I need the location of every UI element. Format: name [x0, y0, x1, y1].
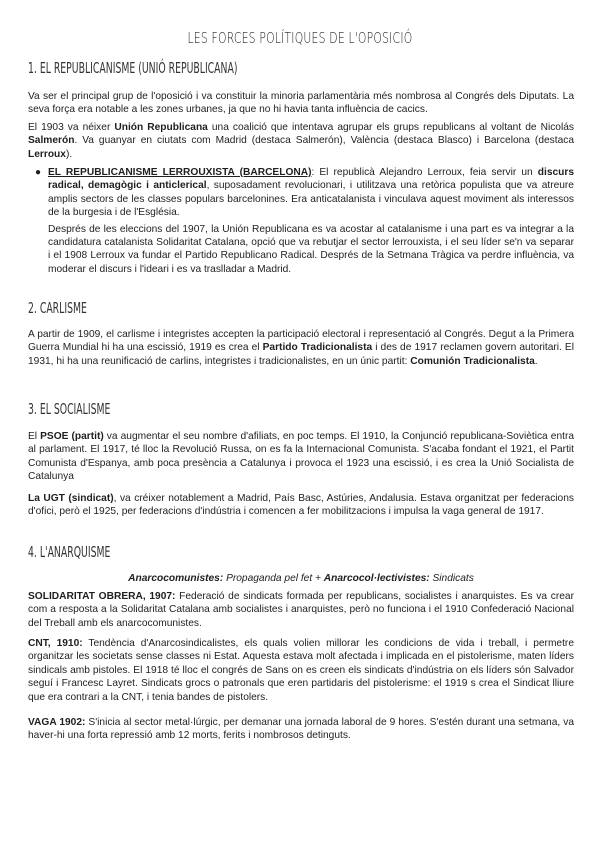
- bold-salmeron: Salmerón: [28, 135, 75, 147]
- bold-lerrouxisme-heading: EL REPUBLICANISME LERROUXISTA (BARCELONA): [48, 167, 312, 178]
- text-run: . Va guanyar en ciutats com Madrid (destaca Salmerón), València (destaca Blasco) i Barcelona (destaca: [74, 135, 574, 147]
- bold-lerroux: Lerroux: [28, 148, 66, 160]
- bold-discurs: discurs radical, demagògic i anticlerical: [48, 167, 575, 192]
- text-run: una coalició que intentava agrupar els grups republicans al voltant de Nicolás: [207, 122, 574, 133]
- paragraph-psoe: [28, 430, 574, 484]
- text-run: va augmentar el seu nombre d'afiliats, en poc temps. El 1910, la Conjunció republicana-Soviètica entra al parlament. El 1917, té lloc la Revolució Russa, on es fa la Internacional Comunista. S'acaba fondant el 1921, el Partit Comunista d'Espanya, amb poca presència a Catalunya i provoca el 1923 una escissió, i es crea la Unió Socialista de Catalunya: [28, 431, 575, 483]
- bold-anarcocollectivistes: Anarcocol·lectivistes:: [323, 573, 430, 584]
- section-heading-republicanisme: 1. EL REPUBLICANISME (UNIÓ REPUBLICANA): [28, 59, 238, 77]
- paragraph-solidaritat-obrera: [28, 590, 574, 630]
- bullet-dot-icon: ●: [35, 167, 42, 178]
- bold-ugt: La UGT (sindicat): [28, 493, 114, 504]
- paragraph-cnt: [28, 637, 574, 704]
- text-run: Sindicats: [429, 573, 474, 584]
- text-run: i des de 1917 reclamen govern autoritari. El 1931, hi ha una reunificació de carlins, integristes i tradicionalistes, en un únic partit:: [28, 342, 574, 367]
- paragraph-lerrouxisme: [48, 166, 574, 220]
- paragraph-carlisme: [28, 328, 574, 368]
- text-run: , suposadament revolucionari, i utilitzava una retòrica populista que va atreure amplis sectors de les classes populars barcelonines. Era anticatalanista i vinculava aquest moviment als interessos de la burgesia i de l'Església.: [48, 180, 574, 219]
- bold-vaga-1902: VAGA 1902:: [28, 717, 86, 728]
- page-title: LES FORCES POLÍTIQUES DE L'OPOSICIÓ: [187, 29, 413, 47]
- bold-union-republicana: Unión Republicana: [114, 122, 208, 133]
- text-run: A partir de 1909, el carlisme i integristes accepten la participació electoral i representació al Congrés. Degut a la Primera Guerra Mundial hi ha una escissió, 1919 es crea el: [28, 329, 574, 354]
- paragraph-republicanisme-intro: Va ser el principal grup de l'oposició i va constituir la minoria parlamentària més nombrosa al Congrés dels Diputats. La seva força era notable a les zones urbanes, ja que no hi havia tanta influència de cacics.: [28, 91, 574, 116]
- bold-psoe: PSOE (partit): [40, 431, 104, 442]
- text-run: Propaganda pel fet +: [223, 573, 324, 584]
- section-heading-socialisme: 3. EL SOCIALISME: [28, 400, 111, 418]
- text-run: , va créixer notablement a Madrid, País Basc, Astúries, Andalusia. Estava organitzat per federacions d'ofici, però el 1925, per federacions d'indústria i comencen a fer mobilitzacions i impulsa la vaga general de 1917.: [28, 493, 574, 518]
- paragraph-ugt: [28, 492, 574, 519]
- bold-solidaritat-obrera: SOLIDARITAT OBRERA, 1907:: [28, 591, 176, 602]
- subtitle-anarquisme: [28, 572, 574, 585]
- paragraph-union-republicana: [28, 121, 574, 161]
- text-run: Federació de sindicats formada per republicans, socialistes i anarquistes. Es va crear com a resposta a la Solidaritat Catalana amb socialistes i anarquistes, però no funciona i el 1910 Confederació Nacional del Treball amb els anarcocomunistes.: [28, 591, 574, 629]
- section-heading-anarquisme: 4. L'ANARQUISME: [28, 543, 111, 561]
- section-heading-carlisme: 2. CARLISME: [28, 299, 87, 317]
- text-run: El 1903 va néixer: [28, 122, 115, 133]
- bold-cnt: CNT, 1910:: [28, 638, 83, 649]
- bold-partido-tradicionalista: Partido Tradicionalista: [262, 342, 373, 354]
- text-run: Tendència d'Anarcosindicalistes, els quals volien millorar les condicions de vida i treball, i permetre organitzar les societats sense classes ni Estat. Aquesta estava molt afectada i implicada en el pistolerisme, maten líders sindicals amb pistoles. El 1918 té lloc el congrés de Sans on es creen els sindicats d'indústria on els líders són Salvador seguí i Francesc Layret. Sindicats grocs o patronals que eren partidaris del pistolerisme: el 1919 s crea el Sindicat lliure que era contrari a la CNT, i tenia bandes de pistolers.: [28, 638, 574, 703]
- text-run: El: [28, 431, 41, 442]
- text-run: : El republicà Alejandro Lerroux, feia servir un: [311, 167, 538, 178]
- paragraph-vaga-1902: [28, 716, 574, 743]
- paragraph-lerrouxisme-2: Després de les eleccions del 1907, la Unión Republicana es va acostar al catalanisme i una part es va integrar a la candidatura catalanista Solidaritat Catalana, opció que va rebutjar el sector lerrouxista, i el seu líder se'n va separar i el 1908 Lerroux va fundar el Partido Republicano Radical. Després de la Setmana Tràgica va perdre influència, va moderar el discurs i l'ideari i es va traslladar a Madrid.: [48, 223, 574, 275]
- text-run: ).: [65, 148, 73, 160]
- text-run: .: [534, 355, 538, 367]
- bullet-item-lerrouxisme: [35, 166, 575, 276]
- text-run: S'inicia al sector metal·lúrgic, per demanar una jornada laboral de 9 hores. S'estén durant una setmana, va haver-hi una forta repressió amb 12 morts, ferits i nombrosos detinguts.: [28, 717, 574, 742]
- bold-anarcocomunistes: Anarcocomunistes:: [128, 573, 224, 584]
- bold-comunion-tradicionalista: Comunión Tradicionalista: [410, 355, 535, 367]
